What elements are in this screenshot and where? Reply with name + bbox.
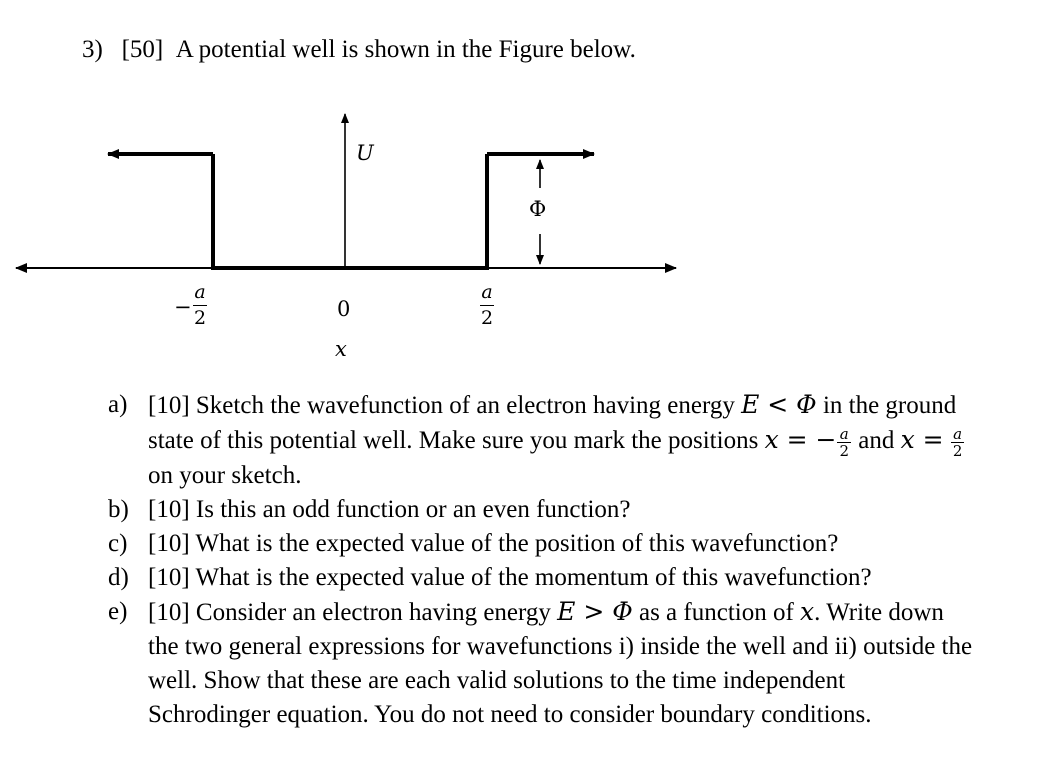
part-e-line3: well. Show that these are each valid solutions to the time independent xyxy=(148,666,846,694)
fraction-denominator: 2 xyxy=(839,441,849,460)
left-edge-denominator: 2 xyxy=(193,307,207,329)
well-profile xyxy=(213,154,487,268)
part-d-text: What is the expected value of the momentum of this wavefunction? xyxy=(195,563,872,591)
fraction-denominator: 2 xyxy=(952,441,963,460)
question-text: A potential well is shown in the Figure below. xyxy=(175,36,636,63)
x-axis-label: x xyxy=(335,337,347,361)
position-2-fraction xyxy=(951,426,965,459)
part-points: [10] xyxy=(148,495,190,523)
origin-label: 0 xyxy=(337,297,351,321)
part-b-text: Is this an odd function or an even function? xyxy=(195,495,631,523)
part-e-text-mid: as a function of xyxy=(638,598,794,626)
part-a-math: E < Φ xyxy=(741,390,817,419)
position-1-math: x = − xyxy=(764,425,837,454)
right-edge-fraction-bar xyxy=(480,305,494,306)
part-e-text: Consider an electron having energy xyxy=(195,598,551,626)
fraction-numerator: a xyxy=(953,424,963,443)
part-a xyxy=(108,388,1028,493)
part-points: [10] xyxy=(148,529,190,557)
u-axis-label: U xyxy=(356,141,374,165)
part-letter: a) xyxy=(108,391,128,418)
part-points: [10] xyxy=(148,598,190,626)
question-parts xyxy=(108,388,1028,732)
position-1-fraction xyxy=(837,426,851,459)
part-letter: c) xyxy=(108,529,128,557)
part-e-math: E > Φ xyxy=(557,596,633,626)
part-e-line4: Schrodinger equation. You do not need to consider boundary conditions. xyxy=(148,700,872,728)
right-edge-denominator: 2 xyxy=(480,307,494,329)
part-a-line3: on your sketch. xyxy=(148,461,302,489)
part-c-text: What is the expected value of the position of this wavefunction? xyxy=(195,529,839,557)
part-a-text-end: in the ground xyxy=(822,392,957,419)
part-e-line2: the two general expressions for wavefunctions i) inside the well and ii) outside the xyxy=(148,632,973,660)
position-2-math: x = xyxy=(900,425,944,454)
right-edge-numerator: a xyxy=(481,281,493,303)
part-letter: d) xyxy=(108,563,129,591)
and-word: and xyxy=(858,427,895,454)
left-edge-numerator: a xyxy=(194,281,206,303)
left-edge-label xyxy=(185,283,215,328)
part-points: [10] xyxy=(148,563,190,591)
phi-label: Φ xyxy=(529,197,547,221)
part-e-var: x xyxy=(800,596,815,626)
question-number: 3) xyxy=(82,36,103,63)
part-letter: b) xyxy=(108,495,129,523)
question-points: [50] xyxy=(121,36,164,63)
part-b xyxy=(108,493,1028,527)
left-edge-fraction-bar xyxy=(193,305,207,306)
right-edge-label xyxy=(472,283,502,328)
left-edge-sign: − xyxy=(174,295,192,319)
part-d xyxy=(108,561,1028,595)
part-c xyxy=(108,527,1028,561)
part-e-text-end: . Write down xyxy=(814,598,944,626)
part-points: [10] xyxy=(148,392,190,419)
fraction-numerator: a xyxy=(839,424,849,443)
part-a-line2: state of this potential well. Make sure you mark the positions xyxy=(148,427,759,454)
part-letter: e) xyxy=(108,597,128,625)
part-a-text: Sketch the wavefunction of an electron having energy xyxy=(195,392,735,419)
part-e xyxy=(108,595,1028,732)
